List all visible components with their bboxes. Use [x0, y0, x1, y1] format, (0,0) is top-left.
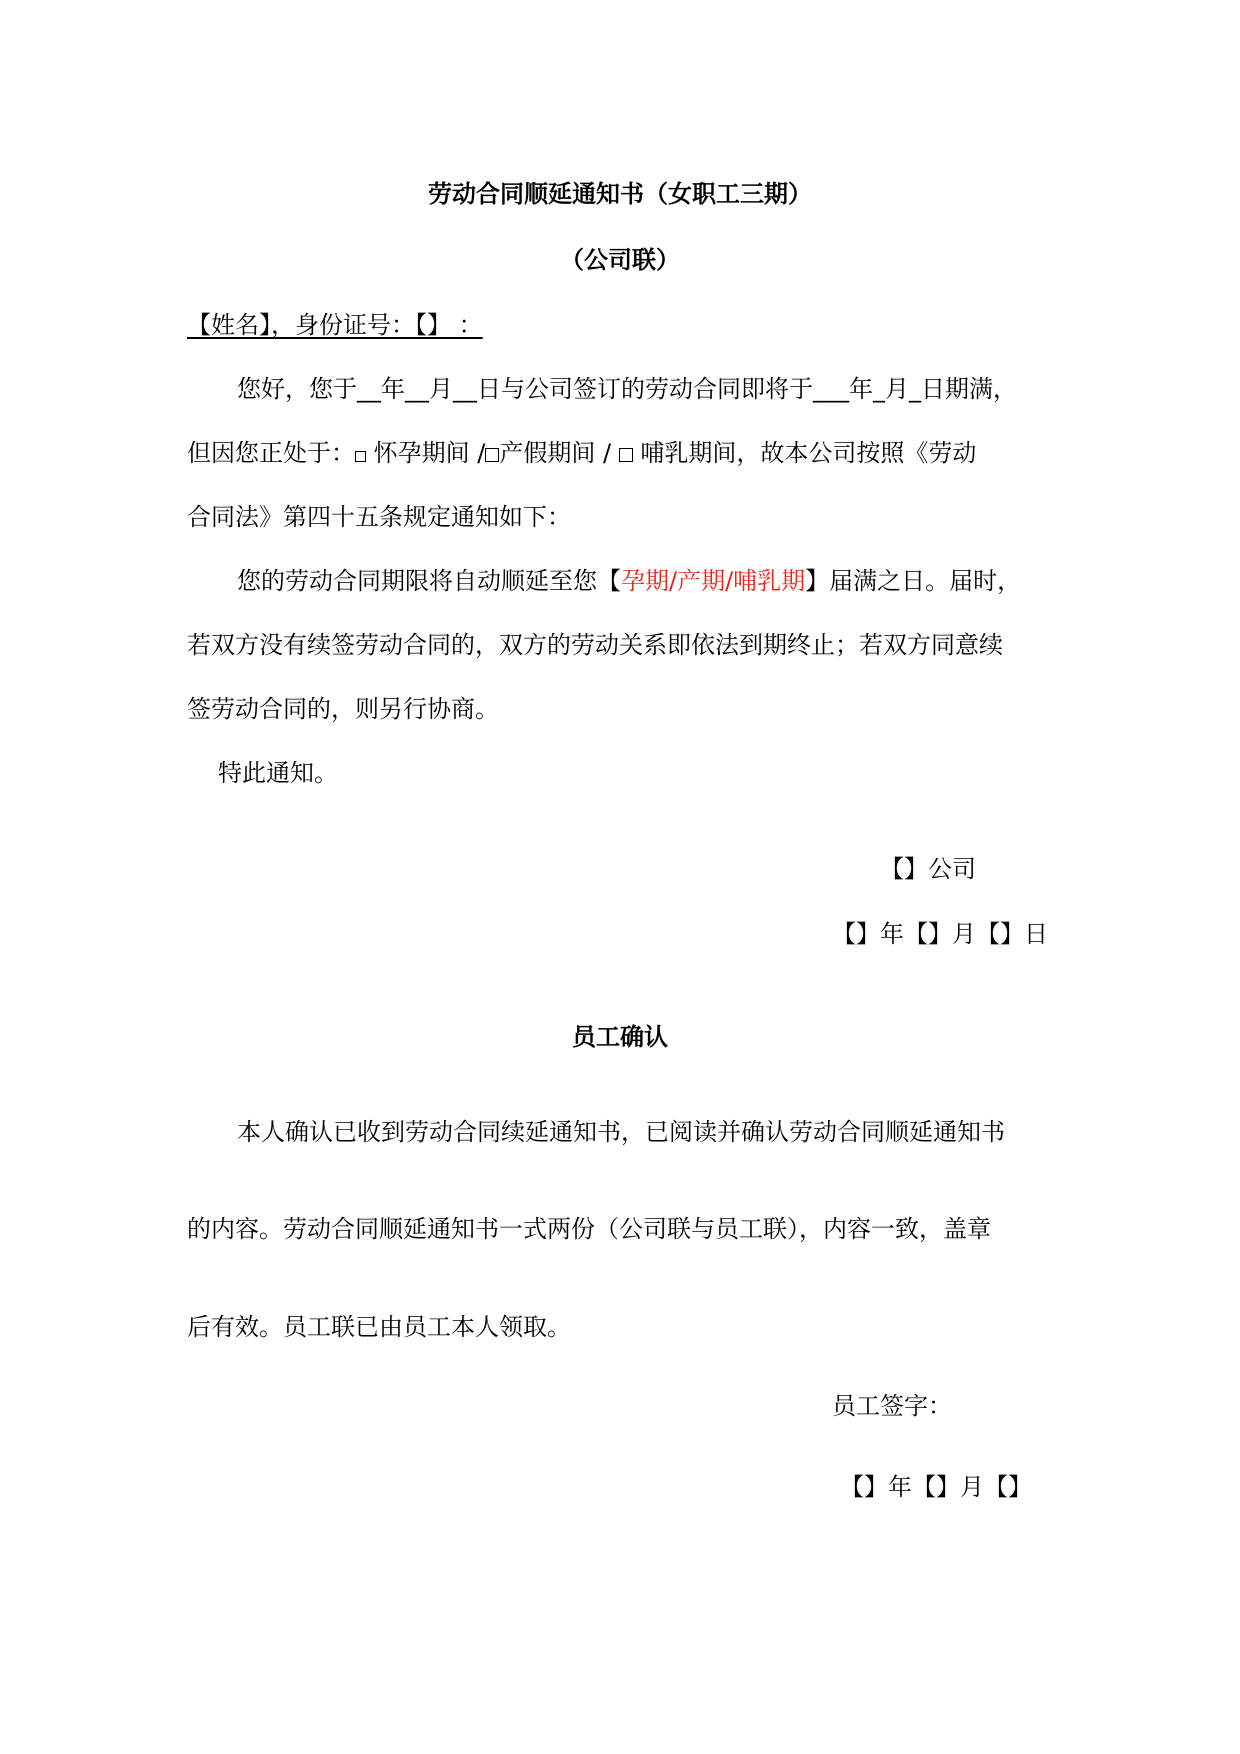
- checkbox-maternity[interactable]: [485, 448, 499, 462]
- option-maternity-label: 产假期间 /: [499, 439, 619, 467]
- para2-line3: 签劳动合同的，则另行协商。: [187, 695, 499, 723]
- option-nursing-label: 哺乳期间，故本公司按照《劳动: [632, 439, 977, 467]
- para1-line3: 合同法》第四十五条规定通知如下：: [187, 503, 571, 531]
- company-date: 【】年【】月【】日: [832, 920, 1048, 948]
- para1-line2-prefix: 但因您正处于：: [187, 439, 355, 467]
- confirm-line2: 的内容。劳动合同顺延通知书一式两份（公司联与员工联），内容一致，盖章: [187, 1215, 991, 1243]
- confirm-title: 员工确认: [572, 1023, 668, 1051]
- document-title: 劳动合同顺延通知书（女职工三期）: [428, 180, 812, 208]
- addressee-line: 【姓名】，身份证号：【】 ：: [187, 311, 483, 339]
- confirm-line1: 本人确认已收到劳动合同续延通知书，已阅读并确认劳动合同顺延通知书: [237, 1118, 1005, 1146]
- para2-line1-before: 您的劳动合同期限将自动顺延至您: [237, 567, 597, 595]
- checkbox-nursing[interactable]: [619, 448, 633, 462]
- para2-line2: 若双方没有续签劳动合同的，双方的劳动关系即依法到期终止；若双方同意续: [187, 631, 1003, 659]
- signature-date: 【】年【】月【】: [840, 1473, 1032, 1501]
- para2-line1: [237, 565, 1021, 597]
- highlight-period-text: 孕期/产期/哺乳期: [621, 567, 806, 595]
- confirm-line3: 后有效。员工联已由员工本人领取。: [187, 1313, 571, 1341]
- closing-text: 特此通知。: [218, 759, 338, 787]
- bracket-open: 【: [597, 567, 621, 595]
- checkbox-pregnancy[interactable]: [355, 451, 366, 462]
- para2-line1-after: 届满之日。届时，: [829, 567, 1022, 595]
- company-name: 【】公司: [880, 855, 976, 883]
- para1-line1: 您好，您于__年__月__日与公司签订的劳动合同即将于___年_月_日期满，: [237, 375, 1017, 403]
- signature-label: 员工签字：: [832, 1392, 952, 1420]
- option-pregnancy-label: 怀孕期间 /: [366, 439, 486, 467]
- document-subtitle: （公司联）: [560, 246, 680, 274]
- para1-line2: [187, 437, 976, 469]
- bracket-close: 】: [805, 567, 830, 595]
